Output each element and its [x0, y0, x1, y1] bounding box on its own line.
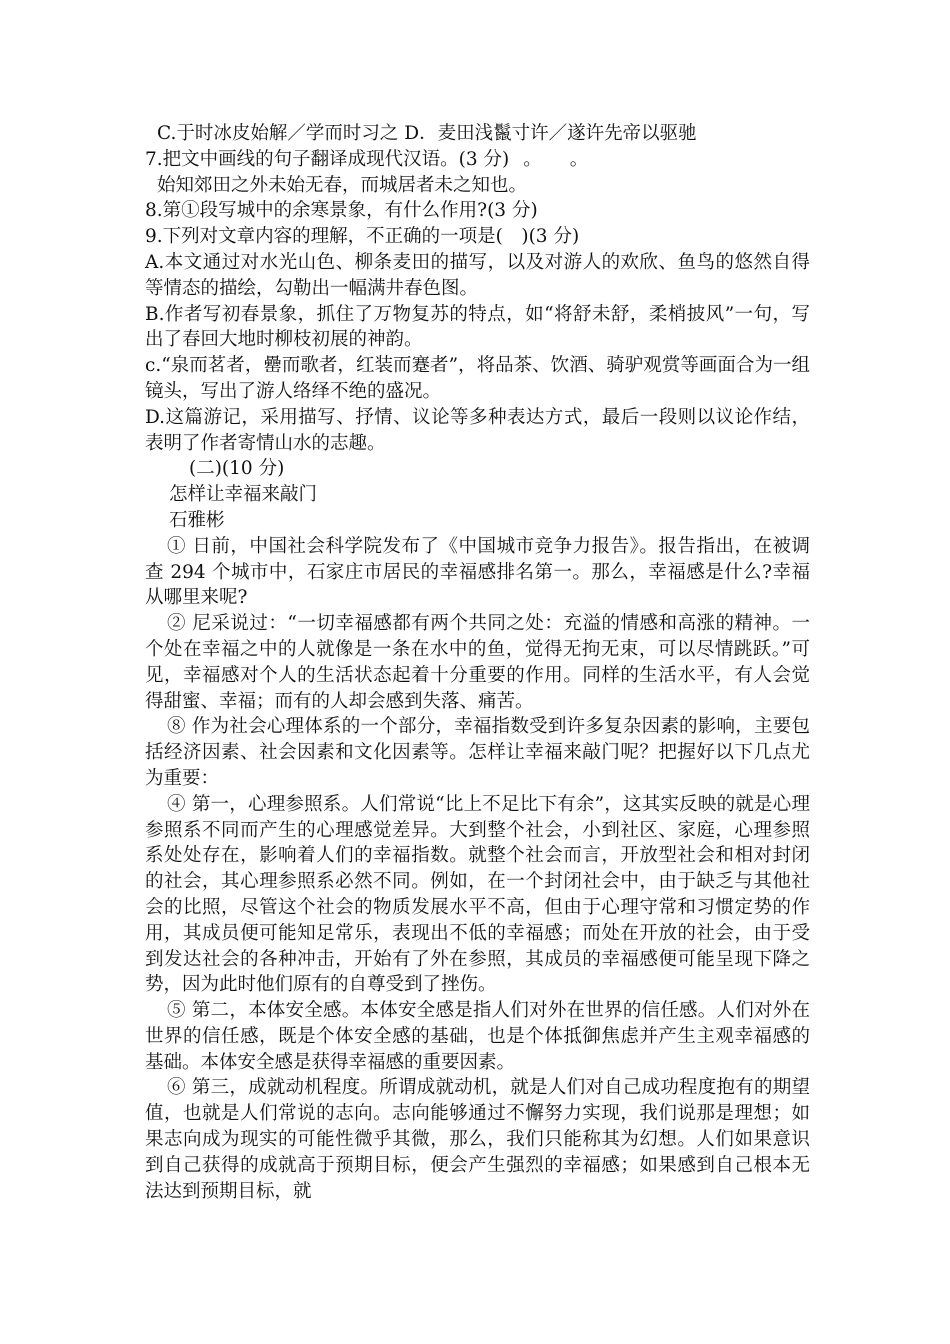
- q6-option-c: C.于时冰皮始解／学而时习之 D．麦田浅鬣寸许／遂许先帝以驱驰: [157, 123, 697, 144]
- q7-blank-2: 。: [569, 148, 589, 170]
- paragraph-4: ④ 第一，心理参照系。人们常说“比上不足比下有余”，这其实反映的就是心理参照系不同而产生的心理感觉差异。大到整个社会，小到社区、家庭，心理参照系处处存在，影响着人们的幸福指数。就整个社会而言，开放型社会和相对封闭的社会，其心理参照系必然不同。例如，在一个封闭社会中，由于缺乏与其他社会的比照，尽管这个社会的物质发展水平不高，但由于心理守常和习惯定势的作用，其成员便可能知足常乐，表现出不低的幸福感；而处在开放的社会，由于受到发达社会的各种冲击，开始有了外在参照，其成员的幸福感便可能呈现下降之势，因为此时他们原有的自尊受到了挫伤。: [145, 793, 810, 996]
- q7-prompt-text: 7.把文中画线的句子翻译成现代汉语。(3 分): [145, 148, 510, 170]
- document-page: [145, 121, 810, 1204]
- q7-prompt: [145, 147, 810, 173]
- q9-prompt: 9.下列对文章内容的理解，不正确的一项是( )(3 分): [145, 226, 580, 248]
- article-author: 石雅彬: [169, 509, 225, 531]
- paragraph-1: ① 日前，中国社会科学院发布了《中国城市竞争力报告》。报告指出，在被调查 294 个城市中，石家庄市居民的幸福感排名第一。那么，幸福感是什么?幸福从哪里来呢?: [145, 535, 810, 609]
- q9-option-d: D.这篇游记，采用描写、抒情、议论等多种表达方式，最后一段则以议论作结，表明了作者寄情山水的志趣。: [145, 406, 810, 454]
- paragraph-5: ⑤ 第二，本体安全感。本体安全感是指人们对外在世界的信任感。人们对外在世界的信任感，既是个体安全感的基础，也是个体抵御焦虑并产生主观幸福感的基础。本体安全感是获得幸福感的重要因素。: [145, 1000, 810, 1073]
- q9-option-a: A.本文通过对水光山色、柳条麦田的描写，以及对游人的欢欣、鱼鸟的悠然自得等情态的描绘，勾勒出一幅满井春色图。: [145, 251, 810, 299]
- paragraph-2: ② 尼采说过：“一切幸福感都有两个共同之处：充溢的情感和高涨的精神。一个处在幸福之中的人就像是一条在水中的鱼，觉得无拘无束，可以尽情跳跃。”可见，幸福感对个人的生活状态起着十分重要的作用。同样的生活水平，有人会觉得甜蜜、幸福；而有的人却会感到失落、痛苦。: [145, 613, 810, 712]
- paragraph-6: ⑥ 第三，成就动机程度。所谓成就动机，就是人们对自己成功程度抱有的期望值，也就是人们常说的志向。志向能够通过不懈努力实现，我们说那是理想；如果志向成为现实的可能性微乎其微，那么，我们只能称其为幻想。人们如果意识到自己获得的成就高于预期目标，便会产生强烈的幸福感；如果感到自己根本无法达到预期目标，就: [145, 1077, 810, 1202]
- q9-option-b: B.作者写初春景象，抓住了万物复苏的特点，如“将舒未舒，柔梢披风”一句，写出了春回大地时柳枝初展的神韵。: [145, 303, 810, 351]
- paragraph-3: ⑧ 作为社会心理体系的一个部分，幸福指数受到许多复杂因素的影响，主要包括经济因素、社会因素和文化因素等。怎样让幸福来敲门呢？把握好以下几点尤为重要：: [145, 716, 810, 789]
- q7-sentence: 始知郊田之外未始无春，而城居者未之知也。: [157, 174, 528, 196]
- q9-option-c: c.“泉而茗者，罍而歌者，红装而蹇者”，将品茶、饮酒、骑驴观赏等画面合为一组镜头，写出了游人络绎不绝的盛况。: [145, 355, 810, 402]
- q7-blank-1: 。: [523, 148, 542, 170]
- section-heading: (二)(10 分): [189, 458, 285, 480]
- q8-prompt: 8.第①段写城中的余寒景象，有什么作用?(3 分): [145, 200, 538, 222]
- article-title: 怎样让幸福来敲门: [169, 484, 318, 506]
